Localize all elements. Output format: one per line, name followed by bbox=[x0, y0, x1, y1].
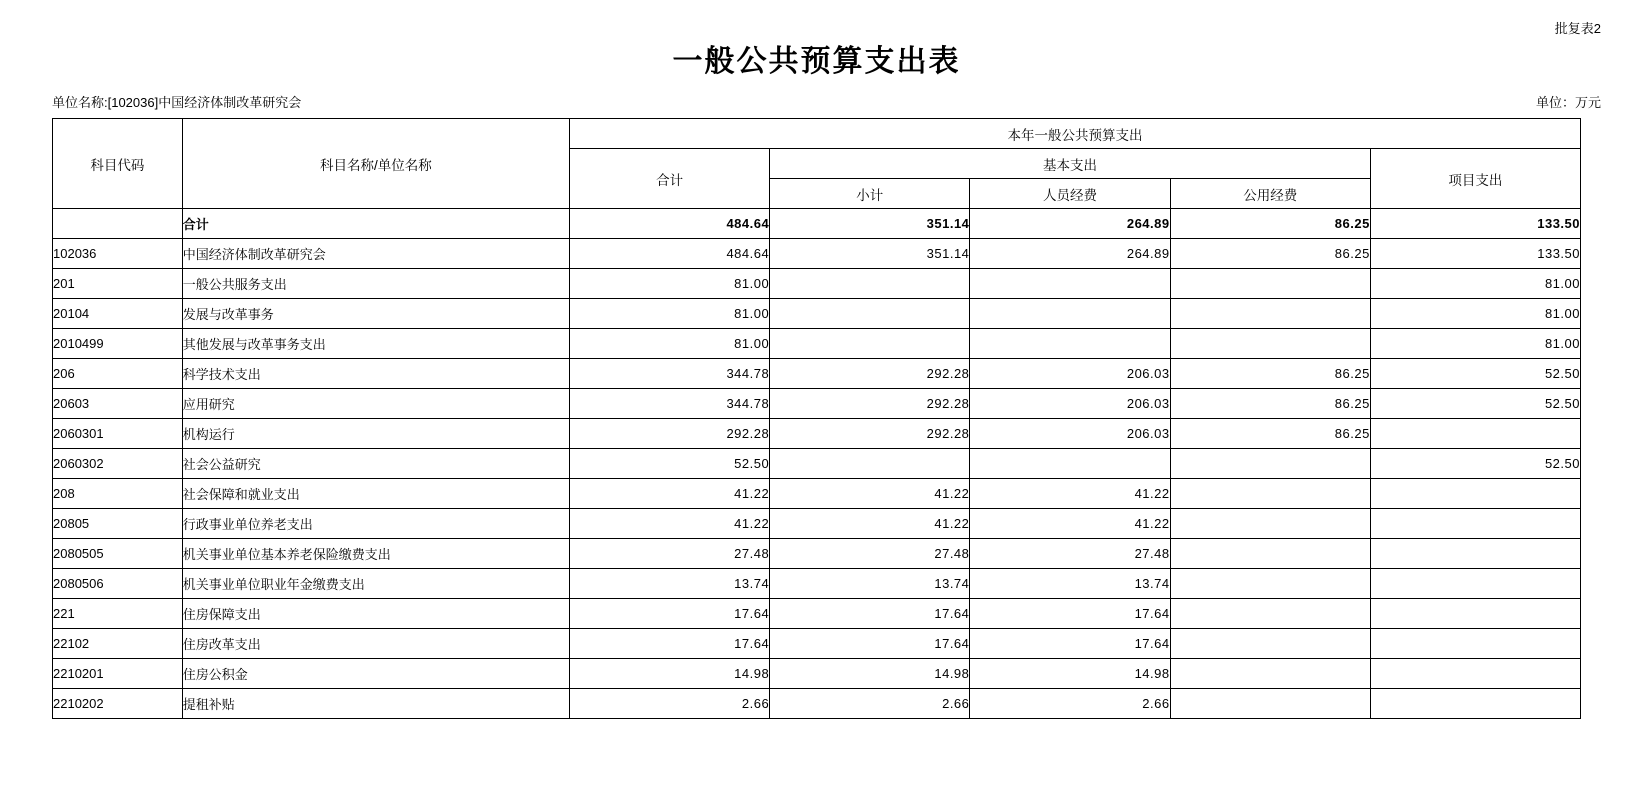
cell-code: 208 bbox=[53, 479, 183, 509]
cell-total: 2.66 bbox=[570, 689, 770, 719]
cell-total: 292.28 bbox=[570, 419, 770, 449]
cell-project: 52.50 bbox=[1370, 359, 1580, 389]
cell-code: 22102 bbox=[53, 629, 183, 659]
cell-public: 86.25 bbox=[1170, 419, 1370, 449]
cell-public: 86.25 bbox=[1170, 209, 1370, 239]
cell-project bbox=[1370, 479, 1580, 509]
cell-public: 86.25 bbox=[1170, 389, 1370, 419]
cell-subject-name: 住房保障支出 bbox=[182, 599, 569, 629]
cell-subject-name: 合计 bbox=[182, 209, 569, 239]
cell-project bbox=[1370, 599, 1580, 629]
cell-code: 2060301 bbox=[53, 419, 183, 449]
cell-code: 20603 bbox=[53, 389, 183, 419]
cell-basic-subtotal: 41.22 bbox=[770, 479, 970, 509]
cell-project bbox=[1370, 419, 1580, 449]
cell-total: 484.64 bbox=[570, 209, 770, 239]
cell-code: 102036 bbox=[53, 239, 183, 269]
cell-code: 2080505 bbox=[53, 539, 183, 569]
cell-basic-subtotal: 14.98 bbox=[770, 659, 970, 689]
cell-subject-name: 社会保障和就业支出 bbox=[182, 479, 569, 509]
cell-total: 344.78 bbox=[570, 389, 770, 419]
table-row bbox=[53, 569, 1581, 599]
table-row bbox=[53, 269, 1581, 299]
cell-public bbox=[1170, 569, 1370, 599]
cell-project bbox=[1370, 689, 1580, 719]
cell-project: 133.50 bbox=[1370, 209, 1580, 239]
cell-code: 20805 bbox=[53, 509, 183, 539]
cell-project: 133.50 bbox=[1370, 239, 1580, 269]
cell-public bbox=[1170, 689, 1370, 719]
cell-public: 86.25 bbox=[1170, 239, 1370, 269]
cell-project: 52.50 bbox=[1370, 449, 1580, 479]
table-row bbox=[53, 389, 1581, 419]
cell-subject-name: 机构运行 bbox=[182, 419, 569, 449]
header-name: 科目名称/单位名称 bbox=[182, 119, 569, 209]
cell-project: 81.00 bbox=[1370, 329, 1580, 359]
table-row bbox=[53, 599, 1581, 629]
table-row bbox=[53, 299, 1581, 329]
header-total: 合计 bbox=[570, 149, 770, 209]
table-row bbox=[53, 239, 1581, 269]
cell-project bbox=[1370, 629, 1580, 659]
table-row bbox=[53, 209, 1581, 239]
cell-code: 221 bbox=[53, 599, 183, 629]
cell-total: 81.00 bbox=[570, 269, 770, 299]
cell-total: 14.98 bbox=[570, 659, 770, 689]
cell-basic-subtotal: 292.28 bbox=[770, 389, 970, 419]
cell-total: 17.64 bbox=[570, 599, 770, 629]
cell-public bbox=[1170, 329, 1370, 359]
cell-public bbox=[1170, 629, 1370, 659]
cell-total: 17.64 bbox=[570, 629, 770, 659]
page-title: 一般公共预算支出表 bbox=[672, 45, 961, 78]
cell-subject-name: 发展与改革事务 bbox=[182, 299, 569, 329]
header-project: 项目支出 bbox=[1370, 149, 1580, 209]
table-row bbox=[53, 629, 1581, 659]
cell-subject-name: 应用研究 bbox=[182, 389, 569, 419]
cell-personnel: 264.89 bbox=[970, 209, 1170, 239]
cell-project bbox=[1370, 539, 1580, 569]
cell-personnel: 2.66 bbox=[970, 689, 1170, 719]
cell-public bbox=[1170, 299, 1370, 329]
cell-basic-subtotal bbox=[770, 299, 970, 329]
cell-project: 81.00 bbox=[1370, 299, 1580, 329]
cell-total: 81.00 bbox=[570, 299, 770, 329]
table-row bbox=[53, 359, 1581, 389]
cell-public bbox=[1170, 599, 1370, 629]
cell-personnel: 17.64 bbox=[970, 629, 1170, 659]
cell-code: 2210202 bbox=[53, 689, 183, 719]
cell-basic-subtotal: 292.28 bbox=[770, 419, 970, 449]
cell-public bbox=[1170, 449, 1370, 479]
table-row bbox=[53, 479, 1581, 509]
cell-subject-name: 其他发展与改革事务支出 bbox=[182, 329, 569, 359]
table-row bbox=[53, 659, 1581, 689]
cell-project: 81.00 bbox=[1370, 269, 1580, 299]
cell-total: 27.48 bbox=[570, 539, 770, 569]
cell-code bbox=[53, 209, 183, 239]
cell-project bbox=[1370, 569, 1580, 599]
cell-personnel: 206.03 bbox=[970, 359, 1170, 389]
cell-subject-name: 住房改革支出 bbox=[182, 629, 569, 659]
cell-total: 13.74 bbox=[570, 569, 770, 599]
document-meta bbox=[0, 92, 1633, 114]
cell-code: 2210201 bbox=[53, 659, 183, 689]
cell-personnel: 264.89 bbox=[970, 239, 1170, 269]
cell-subject-name: 行政事业单位养老支出 bbox=[182, 509, 569, 539]
cell-public bbox=[1170, 269, 1370, 299]
cell-project: 52.50 bbox=[1370, 389, 1580, 419]
cell-code: 2010499 bbox=[53, 329, 183, 359]
cell-basic-subtotal: 17.64 bbox=[770, 599, 970, 629]
header-personnel: 人员经费 bbox=[970, 179, 1170, 209]
cell-personnel: 13.74 bbox=[970, 569, 1170, 599]
cell-basic-subtotal: 13.74 bbox=[770, 569, 970, 599]
cell-public: 86.25 bbox=[1170, 359, 1370, 389]
cell-project bbox=[1370, 509, 1580, 539]
cell-code: 206 bbox=[53, 359, 183, 389]
cell-code: 201 bbox=[53, 269, 183, 299]
cell-personnel: 27.48 bbox=[970, 539, 1170, 569]
cell-subject-name: 一般公共服务支出 bbox=[182, 269, 569, 299]
table-row bbox=[53, 509, 1581, 539]
cell-subject-name: 中国经济体制改革研究会 bbox=[182, 239, 569, 269]
cell-personnel: 14.98 bbox=[970, 659, 1170, 689]
cell-total: 344.78 bbox=[570, 359, 770, 389]
header-basic-subtotal: 小计 bbox=[770, 179, 970, 209]
cell-public bbox=[1170, 659, 1370, 689]
cell-personnel bbox=[970, 329, 1170, 359]
table-header bbox=[53, 119, 1581, 209]
header-basic: 基本支出 bbox=[770, 149, 1371, 179]
header-public: 公用经费 bbox=[1170, 179, 1370, 209]
cell-personnel: 17.64 bbox=[970, 599, 1170, 629]
cell-personnel bbox=[970, 449, 1170, 479]
cell-basic-subtotal: 351.14 bbox=[770, 209, 970, 239]
table-row bbox=[53, 329, 1581, 359]
cell-basic-subtotal: 2.66 bbox=[770, 689, 970, 719]
cell-basic-subtotal: 292.28 bbox=[770, 359, 970, 389]
table-row bbox=[53, 449, 1581, 479]
cell-code: 2060302 bbox=[53, 449, 183, 479]
cell-basic-subtotal: 41.22 bbox=[770, 509, 970, 539]
header-code: 科目代码 bbox=[53, 119, 183, 209]
cell-personnel bbox=[970, 269, 1170, 299]
cell-subject-name: 社会公益研究 bbox=[182, 449, 569, 479]
cell-code: 20104 bbox=[53, 299, 183, 329]
cell-basic-subtotal: 351.14 bbox=[770, 239, 970, 269]
table-row bbox=[53, 539, 1581, 569]
cell-total: 484.64 bbox=[570, 239, 770, 269]
form-code-label: 批复表2 bbox=[1554, 21, 1601, 36]
cell-public bbox=[1170, 509, 1370, 539]
cell-project bbox=[1370, 659, 1580, 689]
cell-personnel: 41.22 bbox=[970, 479, 1170, 509]
cell-subject-name: 住房公积金 bbox=[182, 659, 569, 689]
cell-basic-subtotal bbox=[770, 269, 970, 299]
cell-subject-name: 提租补贴 bbox=[182, 689, 569, 719]
cell-total: 41.22 bbox=[570, 509, 770, 539]
cell-basic-subtotal bbox=[770, 329, 970, 359]
cell-total: 41.22 bbox=[570, 479, 770, 509]
cell-personnel: 41.22 bbox=[970, 509, 1170, 539]
cell-basic-subtotal bbox=[770, 449, 970, 479]
cell-personnel: 206.03 bbox=[970, 419, 1170, 449]
cell-code: 2080506 bbox=[53, 569, 183, 599]
cell-basic-subtotal: 17.64 bbox=[770, 629, 970, 659]
cell-personnel bbox=[970, 299, 1170, 329]
amount-unit-label: 单位：万元 bbox=[1535, 95, 1601, 110]
header-current-year-group: 本年一般公共预算支出 bbox=[570, 119, 1581, 149]
cell-public bbox=[1170, 539, 1370, 569]
budget-table bbox=[52, 118, 1581, 719]
table-body bbox=[53, 209, 1581, 719]
cell-total: 81.00 bbox=[570, 329, 770, 359]
cell-subject-name: 科学技术支出 bbox=[182, 359, 569, 389]
cell-personnel: 206.03 bbox=[970, 389, 1170, 419]
cell-subject-name: 机关事业单位职业年金缴费支出 bbox=[182, 569, 569, 599]
table-row bbox=[53, 689, 1581, 719]
cell-basic-subtotal: 27.48 bbox=[770, 539, 970, 569]
table-row bbox=[53, 419, 1581, 449]
cell-total: 52.50 bbox=[570, 449, 770, 479]
unit-name-label: 单位名称:[102036]中国经济体制改革研究会 bbox=[52, 95, 302, 110]
cell-subject-name: 机关事业单位基本养老保险缴费支出 bbox=[182, 539, 569, 569]
cell-public bbox=[1170, 479, 1370, 509]
